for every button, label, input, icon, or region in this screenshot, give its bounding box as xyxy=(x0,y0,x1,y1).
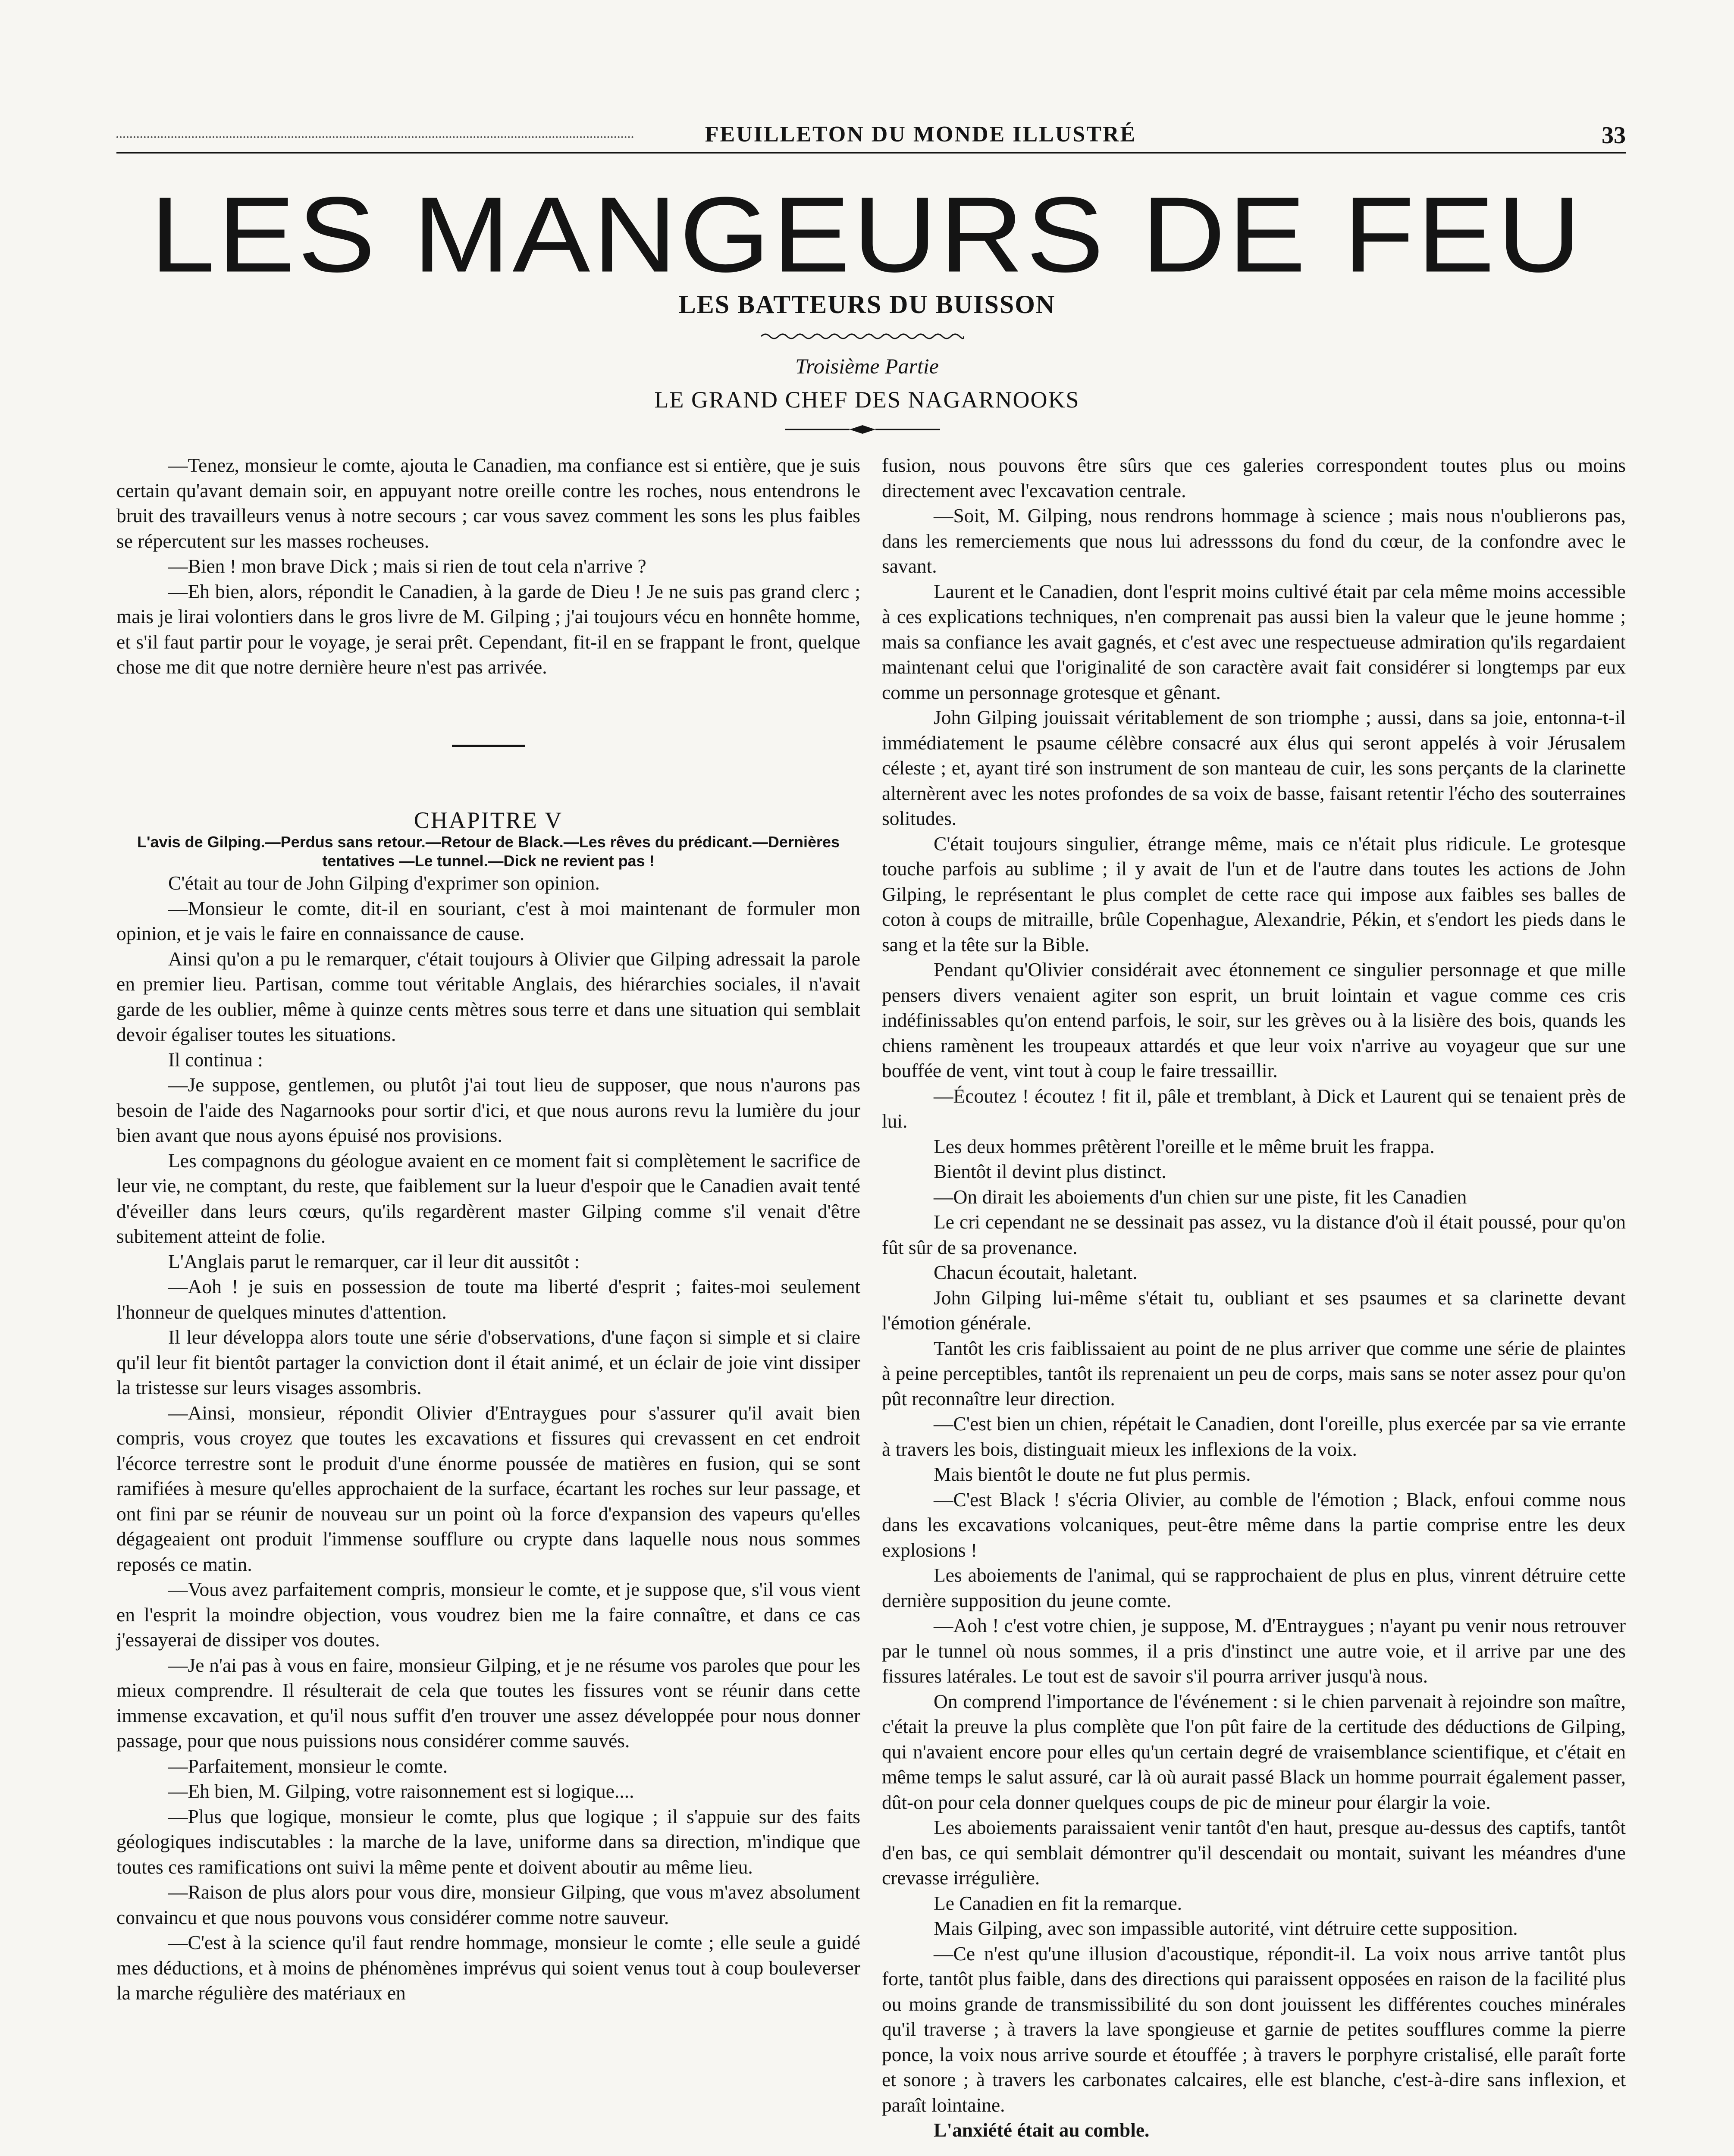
wavy-divider xyxy=(761,331,964,342)
paragraph: Il leur développa alors toute une série d'observations, d'une façon si simple et si claire qu'il leur fit bientôt partager la conviction dont il était animé, et un éclair de joie vint dissiper la tristesse sur leurs visages assombris. xyxy=(116,1326,860,1398)
paragraph: —On dirait les aboiements d'un chien sur une piste, fit les Canadien xyxy=(934,1185,1467,1208)
paragraph: —C'est bien un chien, répétait le Canadien, dont l'oreille, plus exercée par sa vie errante à travers les bois, distinguait mieux les inflexions de la voix. xyxy=(882,1413,1626,1460)
main-title: LES MANGEURS DE FEU xyxy=(150,175,1584,295)
part-label: Troisième Partie xyxy=(795,354,939,378)
paragraph: —C'est à la science qu'il faut rendre hommage, monsieur le comte ; elle seule a guidé mes déductions, et à moins de phénomènes imprévus qui soient venus tout à coup bouleverser la marche régulière des matériaux en xyxy=(116,1931,860,2004)
paragraph: —Aoh ! je suis en possession de toute ma liberté d'esprit ; faites-moi seulement l'honneur de quelques minutes d'attention. xyxy=(116,1275,860,1323)
paragraph: —Monsieur le comte, dit-il en souriant, c'est à moi maintenant de formuler mon opinion, et je vais le faire en connaissance de cause. xyxy=(116,897,860,944)
paragraph: Les aboiements de l'animal, qui se rapprochaient de plus en plus, vinrent détruire cette dernière supposition du jeune comte. xyxy=(882,1564,1626,1611)
paragraph: L'Anglais parut le remarquer, car il leur dit aussitôt : xyxy=(168,1250,580,1272)
paragraph: Tantôt les cris faiblissaient au point de ne plus arriver que comme une série de plaintes à peine perceptibles, tantôt ils reprenaient un peu de corps, mais sans se noter assez pour qu'on pût reconnaître leur direction. xyxy=(882,1337,1626,1410)
paragraph: Le Canadien en fit la remarque. xyxy=(934,1892,1182,1914)
paragraph: —Vous avez parfaitement compris, monsieur le comte, et je suppose que, s'il vous vient en l'esprit la moindre objection, vous voudrez bien me la faire connaître, et dans ce cas j'essayerai de dissiper vos doutes. xyxy=(116,1578,860,1651)
paragraph: John Gilping jouissait véritablement de son triomphe ; aussi, dans sa joie, entonna-t-il immédiatement le psaume célèbre consacré aux élus qui seront appelés à voir Jérusalem céleste ; et, ayant tiré son instrument de son manteau de cuir, les sons perçants de la clarinette alternèrent avec les notes profondes de sa voix de basse, faisant retentir l'écho des souterraines solitudes. xyxy=(882,706,1626,829)
paragraph: —C'est Black ! s'écria Olivier, au comble de l'émotion ; Black, enfoui comme nous dans les excavations volcaniques, peut-être même dans la partie comprise entre les deux explosions ! xyxy=(882,1488,1626,1561)
paragraph: —Plus que logique, monsieur le comte, plus que logique ; il s'appuie sur des faits géologiques indiscutables : la marche de la lave, uniforme dans sa direction, m'indique que toutes ces ramifications ont suivi la même pente et doivent aboutir au même lieu. xyxy=(116,1805,860,1878)
right-column xyxy=(882,453,1626,2143)
paragraph: —Ainsi, monsieur, répondit Olivier d'Entraygues pour s'assurer qu'il avait bien compris, vous croyez que toutes les excavations et fissures qui crevassent en cet endroit l'écorce terrestre sont le produit d'une énorme poussée de matières en fusion, qui se sont ramifiées à mesure qu'elles approchaient de la surface, écartant les roches sur leur passage, et ont fini par se réunir de nouveau sur un point où la force d'expansion des vapeurs qu'elles dégageaient ont produit l'immense soufflure ou crypte dans laquelle nous nous sommes reposés ce matin. xyxy=(116,1401,860,1575)
paragraph: Ainsi qu'on a pu le remarquer, c'était toujours à Olivier que Gilping adressait la parole en premier lieu. Partisan, comme tout véritable Anglais, des hiérarchies sociales, il n'avait garde de les oublier, même à quinze cents mètres sous terre et dans une situation qui semblait devoir égaliser toutes les situations. xyxy=(116,947,860,1045)
left-column xyxy=(116,453,860,2006)
paragraph: —Soit, M. Gilping, nous rendrons hommage à science ; mais nous n'oublierons pas, dans les remerciements que nous lui adresssons du fond du cœur, de la confondre avec le savant. xyxy=(882,505,1626,577)
paragraph: —Raison de plus alors pour vous dire, monsieur Gilping, que vous m'avez absolument convaincu et que nous pouvons vous considérer comme notre sauveur. xyxy=(116,1881,860,1928)
paragraph: Mais bientôt le doute ne fut plus permis. xyxy=(934,1463,1251,1485)
running-title: FEUILLETON DU MONDE ILLUSTRÉ xyxy=(705,122,1137,147)
paragraph: Mais Gilping, avec son impassible autorité, vint détruire cette supposition. xyxy=(934,1917,1518,1939)
paragraph: Pendant qu'Olivier considérait avec étonnement ce singulier personnage et que mille pensers divers venaient agiter son esprit, un bruit lointain et vague comme ces cris indéfinissables qu'on entend parfois, le soir, sur les grèves ou à la lisière des bois, quands les chiens ramènent les troupeaux attardés et que leur voix n'arrive au voyageur que sur une bouffée de vent, vint tout à coup le faire tressaillir. xyxy=(882,959,1626,1081)
paragraph: Chacun écoutait, haletant. xyxy=(934,1261,1138,1283)
paragraph: Le cri cependant ne se dessinait pas assez, vu la distance d'où il était poussé, pour qu'on fût sûr de sa provenance. xyxy=(882,1211,1626,1258)
chapter-heading: CHAPITRE V xyxy=(414,807,563,833)
chapter-summary: L'avis de Gilping.—Perdus sans retour.—Retour de Black.—Les rêves du prédicant.—Dernières tentatives —Le tunnel.—Dick ne revient pas ! xyxy=(137,833,840,870)
closing-line: L'anxiété était au comble. xyxy=(934,2119,1150,2141)
paragraph: Il continua : xyxy=(168,1048,263,1071)
paragraph: On comprend l'importance de l'événement : si le chien parvenait à rejoindre son maître, c'était la preuve la plus complète que l'on pût faire de la certitude des déductions de Gilping, qui n'avaient encore pour elles qu'un certain degré de vraisemblance scientifique, et c'était en même temps le salut assuré, car là où aurait passé Black un homme pourrait également passer, dût-on pour cela donner quelques coups de pic de mineur pour élargir la voie. xyxy=(882,1690,1626,1813)
paragraph: —Aoh ! c'est votre chien, je suppose, M. d'Entraygues ; n'ayant pu venir nous retrouver par le tunnel où nous sommes, il a pris d'instinct une autre voie, et il arrive par une des fissures latérales. Le tout est de savoir s'il pourra arriver jusqu'à nous. xyxy=(882,1614,1626,1687)
paragraph: Laurent et le Canadien, dont l'esprit moins cultivé était par cela même moins accessible à ces explications techniques, n'en comprenait pas aussi bien la valeur que le jeune homme ; mais sa confiance les avait gagnés, et c'est avec une respectueuse admiration qu'ils regardaient maintenant celui que l'originalité de son caractère avait fait considérer si longtemps par eux comme un personnage grotesque et gênant. xyxy=(882,580,1626,703)
paragraph: John Gilping lui-même s'était tu, oubliant et ses psaumes et sa clarinette devant l'émotion générale. xyxy=(882,1286,1626,1334)
section-rule xyxy=(452,745,525,747)
header-dotted-rule xyxy=(116,136,634,138)
sub-title: LES BATTEURS DU BUISSON xyxy=(678,290,1056,319)
paragraph: —Je suppose, gentlemen, ou plutôt j'ai tout lieu de supposer, que nous n'aurons pas besoin de l'aide des Nagarnooks pour sortir d'ici, et que nous aurons revu la lumière du jour bien avant que nous ayons épuisé nos provisions. xyxy=(116,1074,860,1146)
paragraph: —Ce n'est qu'une illusion d'acoustique, répondit-il. La voix nous arrive tantôt plus forte, tantôt plus faible, dans des directions qui paraissent opposées en raison de la facilité plus ou moins grande de transmissibilité du son dont jouissent les différentes couches minérales qu'il traverse ; à travers la lave spongieuse et garnie de petites soufflures comme la pierre ponce, la voix nous arrive sourde et étouffée ; à travers le porphyre cristalisé, elle paraît forte et sonore ; à travers les carbonates calcaires, elle est blanche, c'est-à-dire sans inflexion, et paraît lointaine. xyxy=(882,1942,1626,2116)
paragraph: —Parfaitement, monsieur le comte. xyxy=(168,1755,448,1777)
paragraph: C'était au tour de John Gilping d'exprimer son opinion. xyxy=(168,872,600,894)
paragraph: —Écoutez ! écoutez ! fit il, pâle et tremblant, à Dick et Laurent qui se tenaient près de lui. xyxy=(882,1084,1626,1132)
paragraph: C'était toujours singulier, étrange même, mais ce n'était plus ridicule. Le grotesque touche parfois au sublime ; il y avait de l'un et de l'autre dans toutes les actions de John Gilping, le représentant le plus complet de cette race qui impose aux faibles ses balles de coton à coups de mitraille, brûle Copenhague, Alexandrie, Pékin, et s'endort les pieds dans le sang et la tête sur la Bible. xyxy=(882,832,1626,956)
paragraph: —Tenez, monsieur le comte, ajouta le Canadien, ma confiance est si entière, que je suis certain qu'avant demain soir, en appuyant notre oreille contre les roches, nous entendrons le bruit des travailleurs venus à notre secours ; car vous savez comment les sons les plus faibles se répercutent sur les masses rocheuses. xyxy=(116,454,860,552)
running-header xyxy=(116,122,1626,147)
paragraph: —Eh bien, M. Gilping, votre raisonnement est si logique.... xyxy=(168,1780,634,1802)
paragraph: —Je n'ai pas à vous en faire, monsieur Gilping, et je ne résume vos paroles que pour les mieux comprendre. Il résulterait de cela que toutes les fissures vont se réunir dans cette immense excavation, et qu'il nous suffit d'en trouver une assez développée pour nous donner passage, pour que nous puissions nous considérer comme sauvés. xyxy=(116,1654,860,1752)
paragraph: Les aboiements paraissaient venir tantôt d'en haut, presque au-dessus des captifs, tantôt d'en bas, ce qui semblait démontrer qu'il descendait ou montait, suivant les méandres d'une crevasse irrégulière. xyxy=(882,1816,1626,1889)
header-rule xyxy=(116,152,1626,154)
ornament-divider xyxy=(785,423,940,436)
page-number: 33 xyxy=(1602,122,1626,149)
paragraph: fusion, nous pouvons être sûrs que ces galeries correspondent toutes plus ou moins directement avec l'excavation centrale. xyxy=(882,454,1626,501)
paragraph: Les compagnons du géologue avaient en ce moment fait si complètement le sacrifice de leur vie, ne comptant, du reste, que faiblement sur la lueur d'espoir que le Canadien avait tenté d'éveiller dans leurs cœurs, qu'ils regardèrent master Gilping comme s'il venait d'être subitement atteint de folie. xyxy=(116,1149,860,1247)
part-title: LE GRAND CHEF DES NAGARNOOKS xyxy=(654,387,1080,413)
paragraph: —Bien ! mon brave Dick ; mais si rien de tout cela n'arrive ? xyxy=(168,555,646,577)
paragraph: Les deux hommes prêtèrent l'oreille et le même bruit les frappa. xyxy=(934,1135,1435,1157)
paragraph: —Eh bien, alors, répondit le Canadien, à la garde de Dieu ! Je ne suis pas grand clerc ; mais je lirai volontiers dans le gros livre de M. Gilping ; j'ai toujours vécu en honnête homme, et s'il faut partir pour le voyage, je serai prêt. Cependant, fit-il en se frappant le front, quelque chose me dit que notre dernière heure n'est pas arrivée. xyxy=(116,580,860,678)
paragraph: Bientôt il devint plus distinct. xyxy=(934,1160,1166,1182)
